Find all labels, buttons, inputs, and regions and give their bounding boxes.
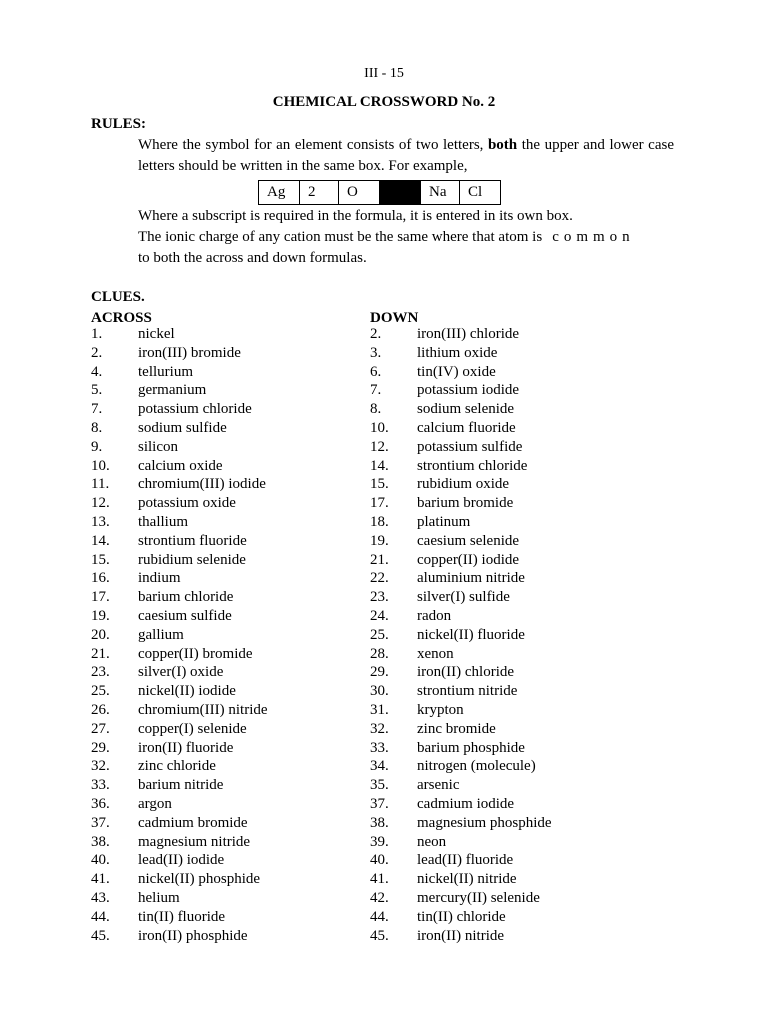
clue-number: 20. (91, 626, 110, 643)
clue-text: mercury(II) selenide (417, 889, 540, 906)
example-box: 2 (300, 181, 339, 205)
clue-text: iron(II) chloride (417, 664, 515, 681)
clue-number: 14. (370, 457, 389, 474)
across-clue (91, 363, 268, 382)
example-box: Cl (460, 181, 501, 205)
clue-number: 8. (91, 419, 103, 436)
clue-number: 41. (91, 871, 110, 888)
clue-number: 17. (370, 495, 389, 512)
clue-number: 37. (370, 795, 389, 812)
down-clue (370, 851, 552, 870)
across-clue (91, 457, 268, 476)
clue-text: lead(II) iodide (138, 852, 225, 869)
clue-number: 5. (91, 382, 103, 399)
clue-text: xenon (417, 645, 454, 662)
clue-number: 38. (370, 814, 389, 831)
across-clue (91, 757, 268, 776)
clue-text: copper(II) iodide (417, 551, 520, 568)
clues-heading: CLUES. (91, 289, 145, 305)
clue-number: 45. (370, 927, 389, 944)
charge-rule-line (138, 227, 678, 248)
clue-text: gallium (138, 626, 184, 643)
down-clue-list (370, 325, 552, 945)
clue-text: zinc bromide (417, 720, 496, 737)
clue-number: 25. (91, 683, 110, 700)
clue-text: barium chloride (138, 589, 234, 606)
clue-text: strontium fluoride (138, 532, 247, 549)
clue-number: 42. (370, 889, 389, 906)
clue-number: 18. (370, 513, 389, 530)
clue-number: 40. (91, 852, 110, 869)
across-clue (91, 870, 268, 889)
clue-number: 19. (91, 607, 110, 624)
clue-number: 30. (370, 683, 389, 700)
clue-number: 13. (91, 513, 110, 530)
clue-text: cadmium iodide (417, 795, 515, 812)
blacked-out-box (380, 181, 421, 205)
clue-text: tin(II) fluoride (138, 908, 226, 925)
clue-text: neon (417, 833, 447, 850)
clue-text: aluminium nitride (417, 570, 525, 587)
across-clue (91, 400, 268, 419)
charge-rule-pre: The ionic charge of any cation must be the same where that atom is (138, 229, 543, 245)
clue-text: chromium(III) iodide (138, 476, 266, 493)
down-clue (370, 419, 552, 438)
clue-number: 43. (91, 889, 110, 906)
clue-text: strontium chloride (417, 457, 528, 474)
clue-text: barium nitride (138, 777, 224, 794)
clue-text: potassium iodide (417, 382, 520, 399)
clue-number: 29. (91, 739, 110, 756)
clue-number: 38. (91, 833, 110, 850)
clue-number: 19. (370, 532, 389, 549)
across-clue (91, 833, 268, 852)
clue-text: nickel(II) nitride (417, 871, 517, 888)
across-clue (91, 851, 268, 870)
clue-number: 35. (370, 777, 389, 794)
clue-text: caesium selenide (417, 532, 520, 549)
clue-number: 4. (91, 363, 103, 380)
clue-text: zinc chloride (138, 758, 216, 775)
clue-number: 26. (91, 701, 110, 718)
clue-number: 28. (370, 645, 389, 662)
clue-number: 34. (370, 758, 389, 775)
rules-line1-post: the upper and lower case letters should be written in the same box. For example, (138, 137, 674, 174)
clue-number: 7. (91, 401, 103, 418)
clue-text: iron(II) phosphide (138, 927, 248, 944)
across-clue (91, 551, 268, 570)
down-clue (370, 344, 552, 363)
clue-number: 1. (91, 326, 103, 342)
clue-number: 2. (370, 326, 382, 342)
example-box: Na (421, 181, 460, 205)
rules-paragraph-2 (138, 206, 678, 269)
clue-text: caesium sulfide (138, 607, 232, 624)
across-clue (91, 381, 268, 400)
across-clue (91, 325, 268, 344)
across-clue (91, 663, 268, 682)
down-clue (370, 757, 552, 776)
clue-text: iron(III) bromide (138, 344, 241, 361)
clue-number: 22. (370, 570, 389, 587)
clue-number: 10. (370, 419, 389, 436)
clue-number: 14. (91, 532, 110, 549)
clue-text: nickel(II) phosphide (138, 871, 261, 888)
clue-text: silver(I) sulfide (417, 589, 510, 606)
across-clue (91, 682, 268, 701)
down-clue (370, 682, 552, 701)
rules-paragraph (138, 135, 674, 177)
clue-text: lithium oxide (417, 344, 498, 361)
clue-number: 39. (370, 833, 389, 850)
clue-number: 36. (91, 795, 110, 812)
charge-rule-spaced: common (552, 229, 635, 245)
down-clue (370, 870, 552, 889)
clue-number: 41. (370, 871, 389, 888)
clue-number: 9. (91, 438, 103, 455)
clue-text: tin(II) chloride (417, 908, 506, 925)
down-clue (370, 889, 552, 908)
clue-text: indium (138, 570, 181, 587)
down-clue (370, 400, 552, 419)
down-clue (370, 569, 552, 588)
across-clue (91, 645, 268, 664)
clue-number: 16. (91, 570, 110, 587)
clue-number: 32. (91, 758, 110, 775)
across-clue (91, 889, 268, 908)
page-number: III - 15 (364, 66, 404, 81)
clue-text: rubidium selenide (138, 551, 246, 568)
clue-text: lead(II) fluoride (417, 852, 514, 869)
subscript-rule: Where a subscript is required in the formula, it is entered in its own box. (138, 208, 573, 224)
clue-text: rubidium oxide (417, 476, 510, 493)
clue-number: 12. (370, 438, 389, 455)
across-clue (91, 588, 268, 607)
down-clue (370, 645, 552, 664)
down-clue (370, 363, 552, 382)
clue-text: barium phosphide (417, 739, 525, 756)
example-formula-boxes (258, 180, 501, 205)
down-clue (370, 795, 552, 814)
down-clue (370, 720, 552, 739)
clue-text: arsenic (417, 777, 460, 794)
clue-text: iron(II) fluoride (138, 739, 234, 756)
clue-number: 24. (370, 607, 389, 624)
clue-number: 25. (370, 626, 389, 643)
clue-number: 17. (91, 589, 110, 606)
clue-number: 32. (370, 720, 389, 737)
clue-text: cadmium bromide (138, 814, 248, 831)
clue-number: 7. (370, 382, 382, 399)
clue-text: krypton (417, 701, 464, 718)
clue-number: 15. (91, 551, 110, 568)
down-clue (370, 438, 552, 457)
down-clue (370, 626, 552, 645)
clue-text: germanium (138, 382, 207, 399)
across-clue (91, 607, 268, 626)
down-clue (370, 532, 552, 551)
clue-number: 6. (370, 363, 382, 380)
clue-number: 11. (91, 476, 110, 493)
down-clue (370, 776, 552, 795)
down-clue (370, 588, 552, 607)
across-clue (91, 419, 268, 438)
example-box: O (339, 181, 380, 205)
clue-number: 23. (370, 589, 389, 606)
down-clue (370, 701, 552, 720)
across-clue (91, 344, 268, 363)
clue-text: potassium sulfide (417, 438, 523, 455)
clue-text: nickel (138, 326, 175, 342)
rules-line1-bold: both (487, 137, 518, 153)
page-title: CHEMICAL CROSSWORD No. 2 (272, 94, 496, 110)
clue-text: barium bromide (417, 495, 514, 512)
clue-text: strontium nitride (417, 683, 518, 700)
across-clue (91, 908, 268, 927)
clue-number: 8. (370, 401, 382, 418)
clue-text: tellurium (138, 363, 193, 380)
rules-heading: RULES: (91, 116, 147, 132)
clue-text: iron(III) chloride (417, 326, 520, 342)
down-clue (370, 381, 552, 400)
clue-text: argon (138, 795, 172, 812)
clue-number: 3. (370, 344, 382, 361)
clue-number: 21. (91, 645, 110, 662)
across-clue (91, 532, 268, 551)
clue-text: calcium fluoride (417, 419, 516, 436)
clue-text: sodium sulfide (138, 419, 227, 436)
clue-text: nitrogen (molecule) (417, 758, 536, 775)
clue-number: 2. (91, 344, 103, 361)
across-clue (91, 795, 268, 814)
down-clue (370, 908, 552, 927)
down-clue (370, 457, 552, 476)
down-clue (370, 607, 552, 626)
across-clue (91, 739, 268, 758)
clue-number: 15. (370, 476, 389, 493)
clue-number: 29. (370, 664, 389, 681)
clue-number: 37. (91, 814, 110, 831)
down-clue (370, 663, 552, 682)
clue-text: copper(II) bromide (138, 645, 253, 662)
clue-number: 23. (91, 664, 110, 681)
across-clue (91, 814, 268, 833)
clue-text: calcium oxide (138, 457, 223, 474)
down-clue (370, 325, 552, 344)
down-clue (370, 475, 552, 494)
across-clue (91, 701, 268, 720)
down-clue (370, 494, 552, 513)
clue-text: helium (138, 889, 180, 906)
clue-number: 21. (370, 551, 389, 568)
across-clue (91, 438, 268, 457)
down-clue (370, 551, 552, 570)
clue-number: 44. (370, 908, 389, 925)
clue-text: nickel(II) fluoride (417, 626, 525, 643)
clue-text: magnesium nitride (138, 833, 251, 850)
clue-text: platinum (417, 513, 471, 530)
clue-number: 10. (91, 457, 110, 474)
clue-number: 31. (370, 701, 389, 718)
clue-text: potassium oxide (138, 495, 236, 512)
rules-line1-pre: Where the symbol for an element consists of two letters, (138, 137, 488, 153)
down-clue (370, 513, 552, 532)
clue-text: potassium chloride (138, 401, 252, 418)
clue-text: chromium(III) nitride (138, 701, 268, 718)
clue-text: silicon (138, 438, 178, 455)
down-clue (370, 927, 552, 946)
across-clue-list (91, 325, 268, 945)
down-clue (370, 814, 552, 833)
down-clue (370, 739, 552, 758)
clue-number: 33. (91, 777, 110, 794)
charge-rule-post: to both the across and down formulas. (138, 250, 367, 266)
across-clue (91, 927, 268, 946)
clue-text: thallium (138, 513, 188, 530)
clue-text: silver(I) oxide (138, 664, 224, 681)
across-clue (91, 776, 268, 795)
clue-text: iron(II) nitride (417, 927, 505, 944)
clue-number: 40. (370, 852, 389, 869)
across-heading: ACROSS (91, 310, 152, 326)
example-box: Ag (259, 181, 300, 205)
clue-text: magnesium phosphide (417, 814, 552, 831)
clue-text: sodium selenide (417, 401, 515, 418)
clue-number: 45. (91, 927, 110, 944)
clue-number: 12. (91, 495, 110, 512)
across-clue (91, 475, 268, 494)
clue-text: radon (417, 607, 452, 624)
across-clue (91, 720, 268, 739)
down-clue (370, 833, 552, 852)
clue-text: copper(I) selenide (138, 720, 247, 737)
down-heading: DOWN (370, 310, 419, 326)
clue-text: nickel(II) iodide (138, 683, 236, 700)
across-clue (91, 569, 268, 588)
across-clue (91, 626, 268, 645)
across-clue (91, 513, 268, 532)
clue-number: 27. (91, 720, 110, 737)
clue-text: tin(IV) oxide (417, 363, 496, 380)
across-clue (91, 494, 268, 513)
clue-number: 33. (370, 739, 389, 756)
clue-number: 44. (91, 908, 110, 925)
